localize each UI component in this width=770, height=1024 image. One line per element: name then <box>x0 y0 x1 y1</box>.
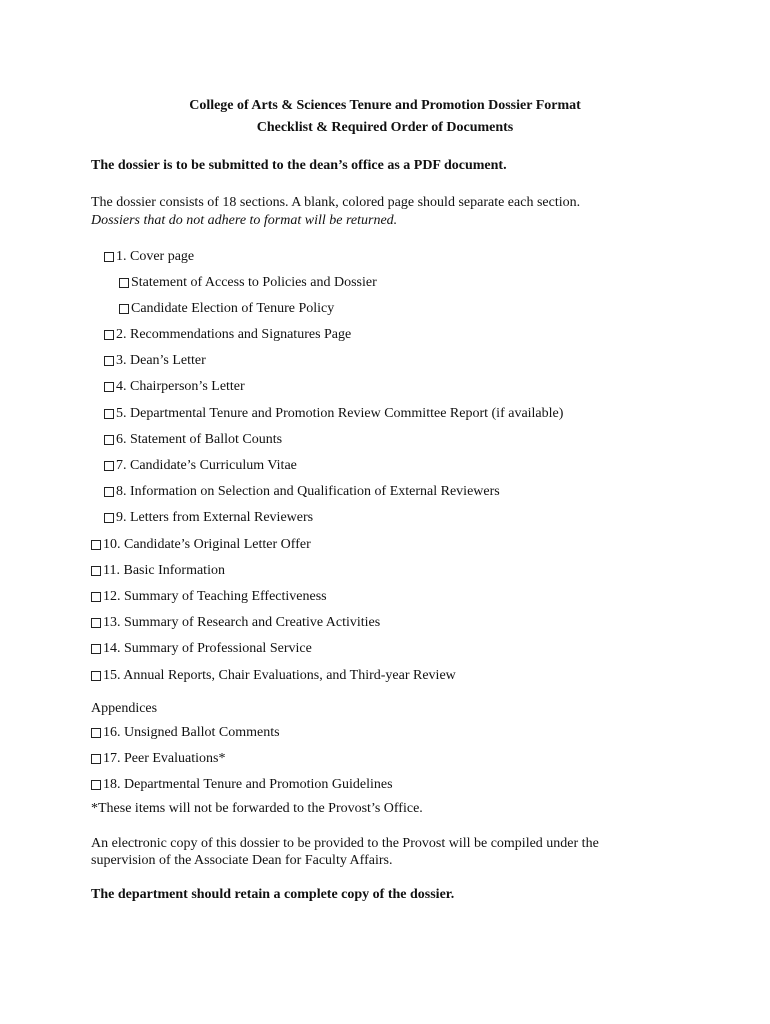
appendix-label: 17. Peer Evaluations* <box>103 751 226 766</box>
document-title: College of Arts & Sciences Tenure and Promotion Dossier Format <box>189 98 581 113</box>
checklist-item <box>91 562 225 580</box>
checklist-item <box>91 536 311 554</box>
appendix-label: 16. Unsigned Ballot Comments <box>103 725 280 740</box>
checklist-label: 1. Cover page <box>116 249 195 264</box>
appendix-item <box>91 724 280 742</box>
electronic-copy-text-cont: supervision of the Associate Dean for Faculty Affairs. <box>91 853 393 868</box>
document-subtitle: Checklist & Required Order of Documents <box>256 120 514 135</box>
checklist-label: Candidate Election of Tenure Policy <box>131 301 335 316</box>
checklist-label: Statement of Access to Policies and Dossier <box>131 275 377 290</box>
checkbox[interactable] <box>91 592 101 602</box>
checkbox[interactable] <box>91 728 101 738</box>
checklist-item <box>104 378 245 396</box>
checklist-label: 15. Annual Reports, Chair Evaluations, and Third-year Review <box>103 668 456 683</box>
checkbox[interactable] <box>91 754 101 764</box>
format-warning: Dossiers that do not adhere to format will be returned. <box>91 213 398 228</box>
checklist-item <box>104 326 351 344</box>
checklist-label: 12. Summary of Teaching Effectiveness <box>103 589 327 604</box>
checklist-label: 14. Summary of Professional Service <box>103 641 312 656</box>
appendix-label: 18. Departmental Tenure and Promotion Guidelines <box>103 777 393 792</box>
checklist-label: 5. Departmental Tenure and Promotion Review Committee Report (if available) <box>116 406 564 421</box>
checklist-label: 9. Letters from External Reviewers <box>116 510 314 525</box>
checkbox[interactable] <box>104 409 114 419</box>
checkbox[interactable] <box>91 780 101 790</box>
checkbox[interactable] <box>91 540 101 550</box>
checkbox[interactable] <box>91 618 101 628</box>
checklist-label: 7. Candidate’s Curriculum Vitae <box>116 458 297 473</box>
checkbox[interactable] <box>119 278 129 288</box>
checkbox[interactable] <box>91 566 101 576</box>
appendices-heading: Appendices <box>91 701 158 716</box>
electronic-copy-text: An electronic copy of this dossier to be provided to the Provost will be compiled under the <box>91 836 599 851</box>
checkbox[interactable] <box>104 252 114 262</box>
checklist-item <box>104 405 563 423</box>
checkbox[interactable] <box>104 356 114 366</box>
checkbox[interactable] <box>104 435 114 445</box>
checkbox[interactable] <box>104 487 114 497</box>
appendices-footnote: *These items will not be forwarded to the Provost’s Office. <box>91 801 423 816</box>
checkbox[interactable] <box>104 330 114 340</box>
checkbox[interactable] <box>91 671 101 681</box>
checkbox[interactable] <box>104 513 114 523</box>
checklist-label: 6. Statement of Ballot Counts <box>116 432 283 447</box>
checklist-item <box>104 457 297 475</box>
appendix-item <box>91 750 225 768</box>
checklist-label: 8. Information on Selection and Qualification of External Reviewers <box>116 484 500 499</box>
checklist-item <box>119 274 377 292</box>
checklist-item <box>91 588 327 606</box>
checkbox[interactable] <box>104 461 114 471</box>
checkbox[interactable] <box>104 382 114 392</box>
checklist-item <box>104 483 500 501</box>
submission-note: The dossier is to be submitted to the dean’s office as a PDF document. <box>91 158 507 173</box>
checklist-item <box>104 352 206 370</box>
checklist-label: 11. Basic Information <box>103 563 225 578</box>
checklist-item <box>119 300 334 318</box>
checklist-label: 2. Recommendations and Signatures Page <box>116 327 352 342</box>
checklist-label: 10. Candidate’s Original Letter Offer <box>103 537 311 552</box>
checklist-item <box>91 640 312 658</box>
checklist-item <box>104 509 313 527</box>
appendix-item <box>91 776 393 794</box>
retain-note: The department should retain a complete copy of the dossier. <box>91 887 455 902</box>
checklist-label: 3. Dean’s Letter <box>116 353 206 368</box>
checkbox[interactable] <box>119 304 129 314</box>
checklist-item <box>104 431 282 449</box>
checklist-label: 13. Summary of Research and Creative Activities <box>103 615 381 630</box>
checkbox[interactable] <box>91 644 101 654</box>
checklist-item <box>91 614 380 632</box>
checklist-label: 4. Chairperson’s Letter <box>116 379 245 394</box>
checklist-item <box>104 248 194 266</box>
intro-text: The dossier consists of 18 sections. A blank, colored page should separate each section. <box>91 195 581 210</box>
checklist-item <box>91 667 456 685</box>
